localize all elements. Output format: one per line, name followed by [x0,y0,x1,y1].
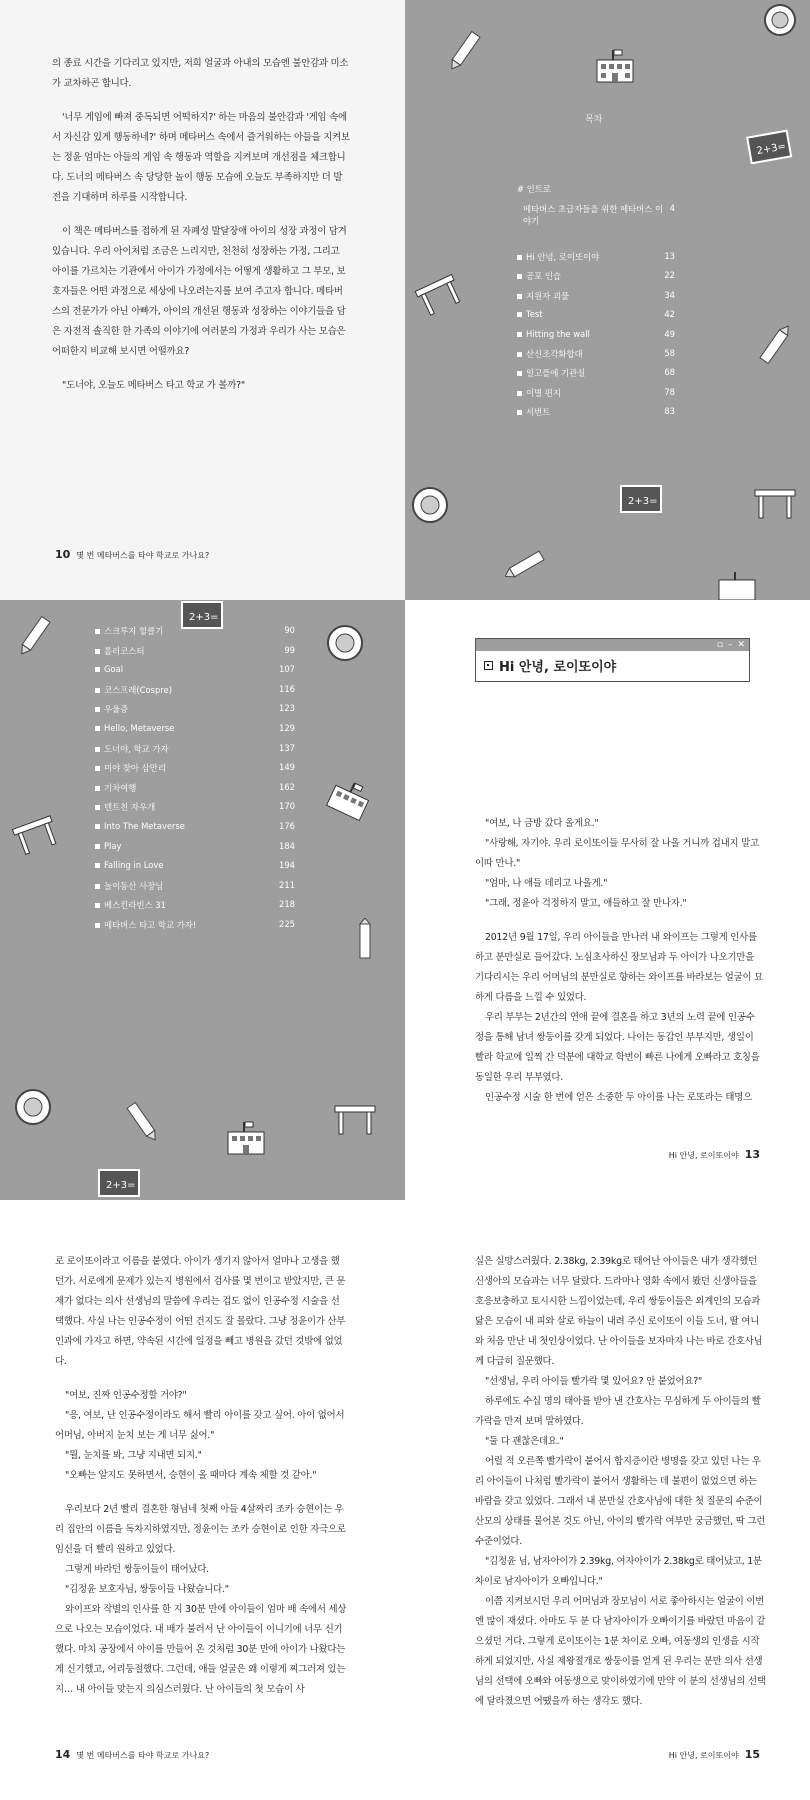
svg-text:2+3=: 2+3= [628,496,658,507]
chalkboard-icon [617,480,665,516]
page-number: 13 [744,1148,760,1161]
toc-item-page: 162 [279,781,295,792]
toc-intro-label: # 인트로 [517,184,551,194]
paragraph: 하루에도 수십 명의 태아를 받아 낸 간호사는 무심하게 두 아이들의 빨가락을 만져 보며 말하였다. [475,1396,761,1427]
paragraph: 우리보다 2년 빨리 결혼한 형님네 첫째 아들 4살짜리 조카 승현이는 우리 집안의 이름을 독차지하였지만, 정윤이는 조카 승현이로 인한 자극으로 임신을 더 빨리 원하고 있었다. [55,1504,346,1555]
toc-item-page: 129 [279,723,295,733]
toc-item-title: Hitting the wall [517,329,590,339]
toc-item-title: Into The Metaverse [95,821,185,831]
toc-item-page: 68 [664,367,675,378]
toc-item[interactable] [517,309,675,319]
chalkboard-icon [95,1168,143,1200]
toc-item-title: Goal [95,664,123,674]
bullet-square-icon [95,766,100,771]
backpack-icon [757,0,803,40]
running-title: Hi 안녕, 로이또이야 [668,1751,739,1760]
toc-item-page: 49 [664,328,675,339]
running-title: Hi 안녕, 로이또이야 [668,1151,739,1160]
pencil-icon [505,540,545,590]
bullet-square-icon [517,312,522,317]
paragraph: 로 로이또이라고 이름을 붙였다. 아이가 생기지 않아서 얼마나 고생을 했던가. 서로에게 문제가 있는지 병원에서 검사를 몇 번이고 받았지만, 큰 문제가 없다는 의사 선생님의 말씀에 우리는 겁도 없이 인공수정 시술을 선택했다. 사실 나는 인공수정이 어떤 건지도 잘 몰랐다. 그냥 정윤이가 산부인과에 가자고 하면, 약속된 시간에 일정을 빼고 병원을 갔던 것밖에 없었다. [55,1256,346,1367]
paragraph: 우리 부부는 2년간의 연애 끝에 결혼을 하고 3년의 노력 끝에 인공수정을 통해 남녀 쌍둥이를 갖게 되었다. 나이는 동갑인 부부지만, 생일이 빨라 학교에 일찍 간 덕분에 대학교 학번이 빠른 나에게 오빠라고 호칭을 동일한 우리 부부였다. [475,1012,760,1083]
folio [669,1748,760,1761]
toc-item[interactable] [95,860,295,870]
bullet-square-icon [95,863,100,868]
desk-icon [750,484,800,524]
bullet-square-icon [95,844,100,849]
bullet-square-icon [517,391,522,396]
toc-item-page: 225 [279,919,295,929]
toc-item[interactable] [517,348,675,360]
toc-item[interactable] [95,625,295,637]
bullet-square-icon [95,649,100,654]
school-building-icon [593,48,637,88]
toc-item-page: 184 [279,840,295,851]
paragraph: "사랑해, 자기야. 우리 로이또이들 무사히 잘 나올 거니까 겁내지 말고 이따 만나." [475,838,759,869]
toc-item-title: 우울증 [95,703,128,715]
toc-item-title: 일고플에 기관실 [517,367,585,379]
bullet-square-icon [95,903,100,908]
toc-item[interactable] [95,743,295,755]
toc-item-page: 137 [279,742,295,753]
toc-item[interactable] [517,406,675,418]
chapter-title: Hi 안녕, 로이또이야 [499,659,617,675]
toc-item-title: 텐트친 자우개 [95,801,155,813]
toc-item[interactable] [95,703,295,715]
window-app-icon [484,661,493,670]
window-titlebar [476,639,749,651]
toc-item-page: 99 [284,644,295,655]
toc-item[interactable] [95,899,295,911]
toc-item[interactable] [95,723,295,733]
paragraph: 인공수정 시술 한 번에 얻은 소중한 두 아이를 나는 로또라는 태명으 [485,1092,752,1103]
toc-item[interactable] [95,841,295,851]
toc-item-title: 기차여행 [95,782,136,794]
toc-item-title: 지원자 괴물 [517,290,569,302]
toc-item-title: 놀이동산 사장님 [95,880,163,892]
toc-item-title: 코스프레(Cospre) [95,684,172,696]
running-title: 몇 번 메타버스를 타야 학교로 가나요? [76,1751,210,1760]
backpack-icon [322,620,368,666]
bullet-square-icon [95,707,100,712]
pencil-icon [445,25,485,75]
paragraph: "둘 다 괜찮은데요." [485,1436,564,1447]
toc-item-title: 메타버스 타고 학교 가자! [95,919,196,931]
toc-item-page: 107 [279,664,295,675]
paragraph: "응, 여보, 난 인공수정이라도 해서 빨리 아이를 갖고 싶어. 아이 없어서 어머님, 아버지 눈치 보는 게 너무 싫어." [55,1410,345,1441]
svg-text:2+3=: 2+3= [106,1180,136,1191]
toc-item[interactable] [95,880,295,892]
toc-item[interactable] [95,919,295,931]
toc-item[interactable] [95,664,295,674]
window-close-icon: ✕ [737,640,745,650]
toc-item-page: 78 [664,386,675,397]
bullet-square-icon [95,667,100,672]
toc-item-title: Hi 안녕, 로이또이야 [517,251,599,263]
page-14-text [55,1252,347,1700]
toc-item-page: 83 [664,406,675,417]
bullet-square-icon [95,747,100,752]
folio [55,548,209,561]
toc-title: 목차 [585,115,603,125]
toc-item-page: 123 [279,703,295,714]
bullet-square-icon [95,923,100,928]
folio [55,1748,209,1761]
toc-item[interactable] [517,367,675,379]
toc-item[interactable] [517,329,675,339]
paragraph: 2012년 9월 17일, 우리 아이들을 만나러 내 와이프는 그렇게 인사를 하고 분만실로 들어갔다. 노심초사하신 장모님과 두 아이가 나오기만을 기다리시는 우리 어머님의 분만실로 향하는 와이프를 바라보는 얼굴이 묘하게 다름을 느낄 수 있었다. [475,932,763,1003]
bullet-square-icon [95,884,100,889]
toc-item-title: 메타버스 초급자들을 위한 메타버스 이야기 [523,204,664,226]
toc-item-page: 13 [664,251,675,261]
pencil-icon [352,918,378,970]
bullet-square-icon [95,824,100,829]
toc-item[interactable] [95,782,295,794]
folio [669,1148,760,1161]
toc-item-title: Play [95,841,121,851]
page-13-text [475,814,763,1108]
paragraph: 실은 실망스러웠다. 2.38kg, 2.39kg로 태어난 아이들은 내가 생각했던 신생아의 모습과는 너무 달랐다. 드라마나 영화 속에서 봤던 신생아들을 호응보충하고 토시시한 느낌이었는데, 우리 쌍둥이들은 외계인의 모습과 닮은 모습이 내 피와 살로 하늘이 내려 주신 로이또이 이들 도너, 딸 여니와 처음 만난 내 첫인상이었다. 난 아이들을 보자마자 나는 바로 간호사님께 다급히 질문했다. [475,1256,763,1367]
paragraph: 이쯤 지켜보시던 우리 어머님과 장모님이 서로 좋아하시는 얼굴이 이번엔 많이 재셨다. 아마도 두 분 다 남자아이가 오빠이기를 바랐던 마음이 같으셨던 거다. 그렇게 로이또이는 1분 차이로 오빠, 여동생의 인생을 시작하게 되었지만, 사실 제왕절개로 쌍둥이를 얻게 된 우리는 분만 의사 선생님의 선택에 오빠와 여동생으로 맞이하였기에 만약 이 분의 선생님의 선택에 달라졌으면 어땠을까 하는 생각도 했다. [475,1596,766,1707]
page-11-toc [405,0,810,600]
toc-item-title: 산신조각화합대 [517,348,583,360]
bullet-square-icon [517,371,522,376]
toc-item-title: Test [517,309,543,319]
page-13 [405,600,810,1200]
bullet-square-icon [95,688,100,693]
toc-item-title: 도너야, 학교 가자 [95,743,169,755]
window-body [476,651,749,679]
toc-item-title: 이별 편지 [517,387,561,399]
paragraph: "오빠는 알지도 못하면서, 승현이 올 때마다 계속 체할 것 같아." [65,1470,317,1481]
page-number: 15 [744,1748,760,1761]
toc-item-page: 116 [279,683,295,694]
backpack-icon [407,482,453,528]
toc-item-page: 42 [664,309,675,320]
toc-item[interactable] [517,251,675,263]
bullet-square-icon [95,786,100,791]
bullet-square-icon [517,332,522,337]
toc-item-page: 170 [279,801,295,812]
page-14 [0,1200,405,1800]
paragraph: 의 종료 시간을 기다리고 있지만, 저희 얼굴과 아내의 모습엔 불안감과 미소가 교차하곤 합니다. [52,58,349,89]
bullet-square-icon [517,294,522,299]
school-building-icon [324,780,372,824]
toc-item-page: 90 [284,625,295,635]
bullet-square-icon [517,410,522,415]
chapter-title-window [475,638,750,682]
toc-item[interactable] [95,801,295,813]
paragraph: "엄마, 나 애들 데리고 나올게." [485,878,608,889]
toc-item-title: Hello, Metaverse [95,723,174,733]
paragraph: "도너야, 오늘도 메타버스 타고 학교 가 볼까?" [62,380,246,391]
toc-item-page: 149 [279,762,295,773]
svg-text:2+3=: 2+3= [189,612,219,623]
page-number: 14 [55,1748,71,1761]
toc-item-page: 34 [664,289,675,300]
toc-item-page: 211 [279,879,295,890]
page-number: 10 [55,548,71,561]
page-10 [0,0,405,600]
toc-item[interactable] [95,684,295,696]
desk-icon [10,810,60,856]
desk-icon [330,1100,380,1140]
paragraph: "김정윤 님, 남자아이가 2.39kg, 여자아이가 2.38kg로 태어났고, 1분 차이로 남자아이가 오빠입니다." [475,1556,762,1587]
paragraph: "선생님, 우리 아이들 빨가락 몇 있어요? 안 붙었어요?" [485,1376,703,1387]
bullet-square-icon [95,629,100,634]
school-building-icon [224,1120,268,1160]
chalkboard-icon [745,128,793,164]
backpack-icon [10,1084,56,1130]
paragraph: '너무 게임에 빠져 중독되면 어떡하지?' 하는 마음의 불안감과 '게임 속에서 자신감 있게 행동하네?' 하며 메타버스 속에서 즐거워하는 아들을 지켜보는 정윤 엄마는 아들의 게임 속 행동과 역할을 지켜보며 개선점을 체크합니다. 도너의 메타버스 속 당당한 놀이 행동 모습에 오늘도 부족하지만 더 발전을 기대하며 하루를 시작합니다. [52,112,350,203]
toc-intro-item[interactable] [523,203,675,227]
toc-item-title: 스크루지 힐클기 [95,625,163,637]
pencil-icon [122,1096,162,1146]
bullet-square-icon [517,352,522,357]
toc-item-page: 22 [664,270,675,281]
bullet-square-icon [95,805,100,810]
bullet-square-icon [95,726,100,731]
svg-text:2+3=: 2+3= [755,141,787,158]
toc-item-title: 미야 찾아 삼만리 [95,762,166,774]
school-building-icon [715,572,759,600]
toc-item[interactable] [95,762,295,774]
toc-item-title: 롤러코스터 [95,645,144,657]
paragraph: "그래, 정윤아 걱정하지 말고, 애들하고 잘 만나자." [485,898,687,909]
paragraph: "뭘, 눈치를 봐, 그냥 지내면 되지." [65,1450,202,1461]
toc-item-page: 58 [664,348,675,358]
desk-icon [413,270,463,316]
toc-item-title: 공포 인습 [517,270,561,282]
toc-item[interactable] [95,821,295,831]
paragraph: "여보, 나 금방 갔다 올게요." [485,818,599,829]
toc-item[interactable] [517,270,675,282]
window-restore-icon: ▫ [716,640,723,650]
toc-item[interactable] [95,645,295,657]
toc-item-title: 베스킨라빈스 31 [95,899,166,911]
toc-item-title: 서번트 [517,406,550,418]
bullet-square-icon [517,255,522,260]
toc-item-page: 194 [279,860,295,871]
running-title: 몇 번 메타버스를 타야 학교로 가나요? [76,551,210,560]
toc-item-title: Falling in Love [95,860,164,870]
window-minimize-icon: – [727,640,733,650]
paragraph: 그렇게 바라던 쌍둥이들이 태어났다. [65,1564,209,1575]
paragraph: 어릴 적 오른쪽 빨가락이 붙어서 합지증이란 병명을 갖고 있던 나는 우리 아이들이 나처럼 빨가락이 붙어서 생활하는 데 불편이 없었으면 하는 바람을 갖고 있었다. 그래서 내 분만실 간호사님에 대한 첫 질문의 수준이 산모의 상태를 물어본 것도 아닌, 아이의 빨가락 여부만 궁금했던, 딱 그런 수준이었다. [475,1456,766,1547]
toc-item[interactable] [517,387,675,399]
paragraph: "김정윤 보호자님, 쌍둥이들 나왔습니다." [65,1584,229,1595]
paragraph: 와이프와 작별의 인사를 한 지 30분 만에 아이들이 엄마 배 속에서 세상으로 나오는 모습이었다. 내 배가 불러서 난 아이들이 이니기에 너무 신기했다. 마치 공장에서 아이를 만들어 온 것처럼 30분 만에 아이가 나왔다는 게 신기했고, 어리둥절했다. 그런데, 애들 얼굴은 왜 이렇게 찌그러져 있는지… 내 아이들 맞는지 의심스러웠다. 난 아이들의 첫 모습이 사 [55,1604,347,1695]
page-15-text [475,1252,767,1712]
page-12-toc [0,600,405,1200]
toc-item[interactable] [517,290,675,302]
toc-item-page: 4 [669,203,675,213]
bullet-square-icon [517,274,522,279]
pencil-icon [755,320,795,370]
toc-item-page: 218 [279,899,295,910]
page-10-text [52,54,350,402]
paragraph: "여보, 진짜 인공수정할 거야?" [65,1390,187,1401]
toc-item-page: 176 [279,821,295,831]
pencil-icon [15,610,55,660]
page-15 [405,1200,810,1800]
paragraph: 이 책은 메타버스를 접하게 된 자폐성 발달장애 아이의 성장 과정이 담겨 있습니다. 우리 아이처럼 조금은 느리지만, 천천히 성장하는 가정, 그리고 아이를 가르치는 기관에서 아이가 가정에서는 어떻게 생활하고 그 부모, 보호자들은 어떤 과정으로 세상에 나오려는지를 보여 주고자 합니다. 메타버스의 전문가가 아닌 아빠가, 아이의 개선된 행동과 성장하는 이야기들을 담은 자전적 솔직한 한 가족의 이야기에 여러분의 가정과 우리가 사는 모습은 어떠한지 비교해 보시면 어떨까요? [52,226,347,357]
